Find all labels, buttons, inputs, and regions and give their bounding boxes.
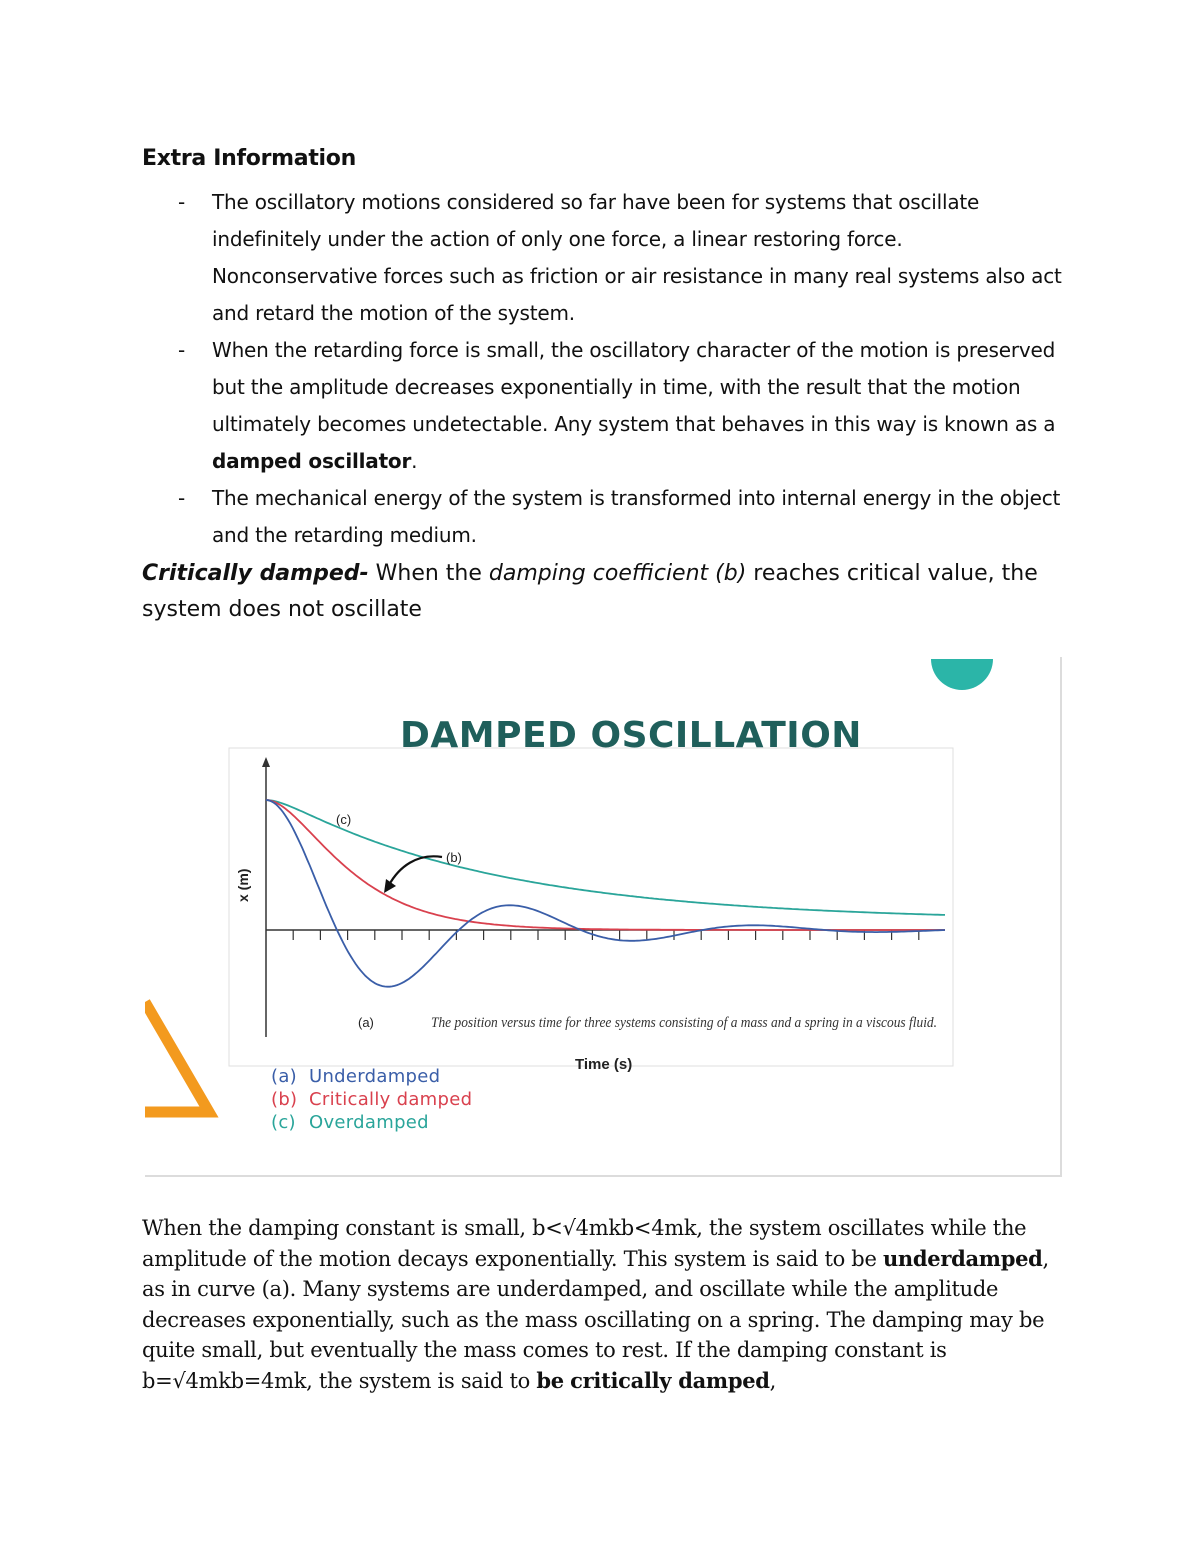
legend-item-critically-damped xyxy=(271,1088,472,1111)
curve-label-c: (c) xyxy=(336,812,352,827)
damping-coefficient-term: damping coefficient (b) xyxy=(488,561,747,586)
legend-label: Underdamped xyxy=(309,1066,441,1087)
bullet-text: When the retarding force is small, the oscillatory character of the motion is preserved but the amplitude decreases exponentially in time, with the result that the motion ultimately becomes undetectable. Any system that behaves in this way is known as a xyxy=(212,338,1056,436)
curve-label-b: (b) xyxy=(446,850,462,865)
legend xyxy=(271,1065,472,1134)
legend-item-overdamped xyxy=(271,1111,472,1134)
damped-oscillator-term: damped oscillator xyxy=(212,449,412,473)
legend-tag: (a) xyxy=(271,1066,297,1087)
legend-label: Critically damped xyxy=(309,1089,473,1110)
critically-damped-title: Critically damped- xyxy=(142,561,369,586)
bullet-list xyxy=(142,184,1072,554)
definition-text-end: reaches critical value, the system does not oscillate xyxy=(142,561,1038,622)
paragraph-text: When the damping constant is small, b<√4mkb<4mk, the system oscillates while the amplitude of the motion decays exponentially. This system is said to be xyxy=(142,1216,1027,1271)
definition-text: When the xyxy=(368,561,489,586)
figure-title: DAMPED OSCILLATION xyxy=(400,715,862,756)
bullet-text: The mechanical energy of the system is transformed into internal energy in the object and the retarding medium. xyxy=(212,486,1061,547)
bullet-item xyxy=(142,184,1072,332)
section-heading: Extra Information xyxy=(142,146,356,171)
paragraph-text: , as in curve (a). Many systems are underdamped, and oscillate while the amplitude decreases exponentially, such as the mass oscillating on a spring. The damping may be quite small, but eventually the mass comes to rest. If the damping constant is b=√4mkb=4mk, the system is said to xyxy=(142,1246,1049,1393)
bullet-item xyxy=(142,480,1072,554)
underdamped-term: underdamped xyxy=(882,1245,1043,1271)
figure-caption: The position versus time for three systems consisting of a mass and a spring in a viscous fluid. xyxy=(431,1015,937,1031)
bullet-dash: - xyxy=(178,190,186,214)
bullet-dash: - xyxy=(178,338,186,362)
legend-tag: (c) xyxy=(271,1112,296,1133)
bullet-dash: - xyxy=(178,486,186,510)
curve-label-a: (a) xyxy=(358,1015,374,1030)
explanation-paragraph xyxy=(142,1213,1067,1396)
legend-tag: (b) xyxy=(271,1089,298,1110)
damped-oscillation-figure xyxy=(145,657,1062,1177)
bullet-text-end: . xyxy=(411,449,418,473)
critically-damped-definition xyxy=(142,556,1082,628)
y-axis-label: x (m) xyxy=(235,868,251,902)
paragraph-text-end: , xyxy=(769,1368,777,1393)
legend-label: Overdamped xyxy=(309,1112,429,1133)
critically-damped-term: critically damped xyxy=(570,1367,770,1393)
bullet-text: The oscillatory motions considered so far have been for systems that oscillate indefinitely under the action of only one force, a linear restoring force. Nonconservative forces such as friction or air resistance in many real systems also act and retard the motion of the system. xyxy=(212,190,1062,325)
bullet-item xyxy=(142,332,1072,480)
orange-triangle-decoration xyxy=(145,1002,209,1112)
legend-item-underdamped xyxy=(271,1065,472,1088)
be-word: be xyxy=(536,1367,564,1393)
x-axis-label: Time (s) xyxy=(575,1056,633,1073)
teal-semicircle-decoration xyxy=(931,659,993,690)
